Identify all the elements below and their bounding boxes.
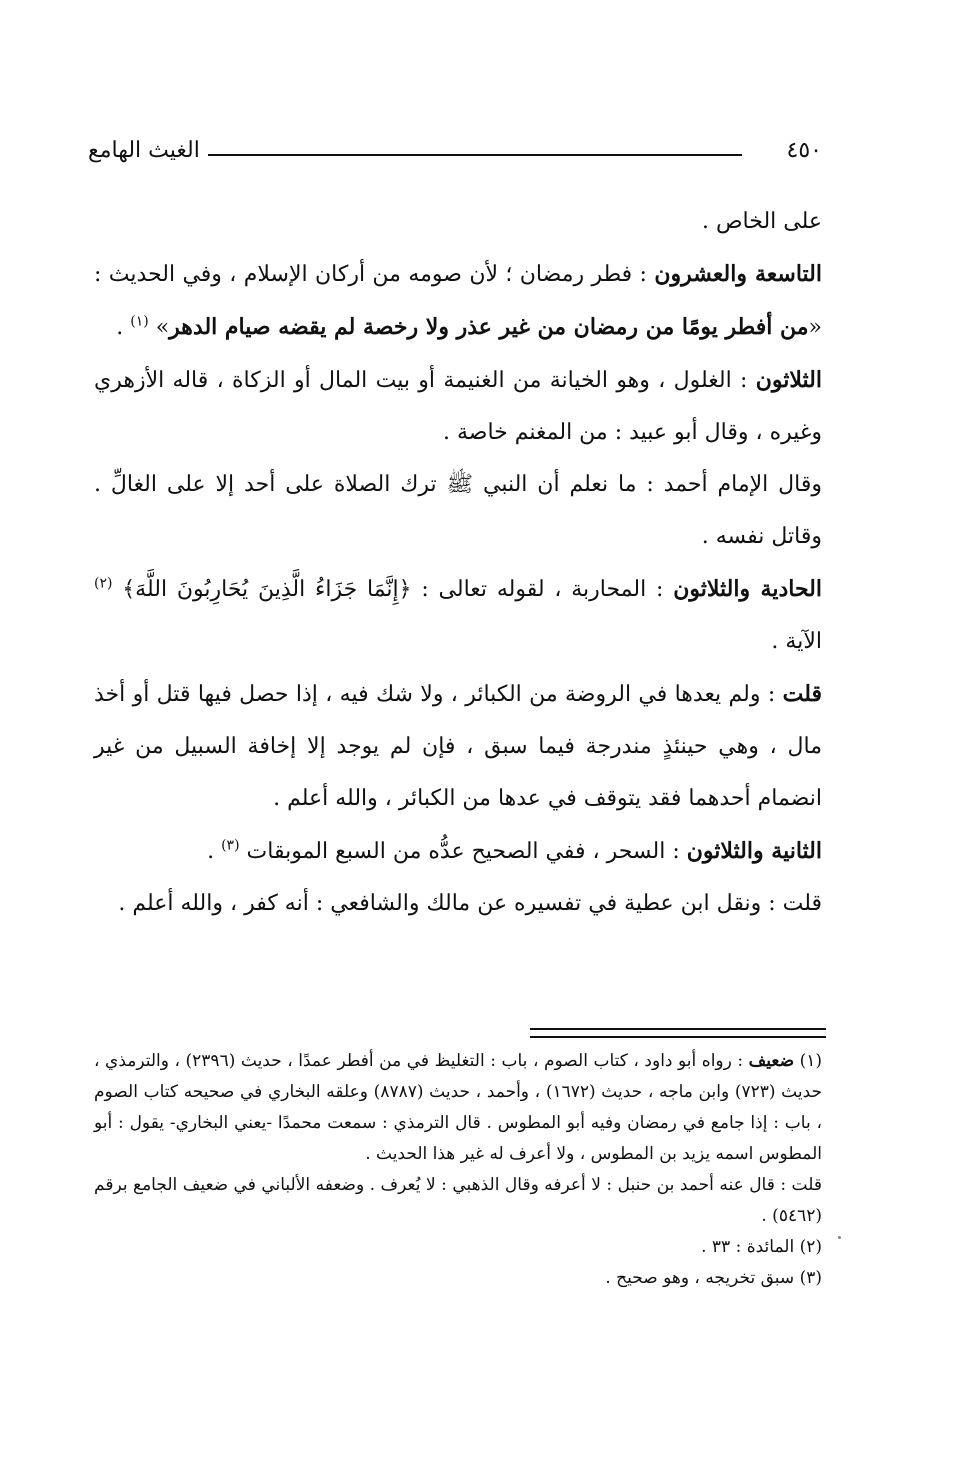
footnote-ref-1[interactable]: (١) xyxy=(130,313,149,330)
paragraph-32 xyxy=(94,825,822,878)
paragraph-text: قلت : ونقل ابن عطية في تفسيره عن مالك والشافعي : أنه كفر ، والله أعلم . xyxy=(118,891,822,916)
paragraph-end: . xyxy=(207,839,222,864)
footnote-1 xyxy=(94,1046,822,1170)
footnote-text: قلت : قال عنه أحمد بن حنبل : لا أعرفه وقال الذهبي : لا يُعرف . وضعفه الألباني في ضعيف الجامع برقم (٥٤٦٢) . xyxy=(94,1175,822,1226)
paragraph-text: : المحاربة ، لقوله تعالى : ﴿إِنَّمَا جَزَاءُ الَّذِينَ يُحَارِبُونَ اللَّهَ﴾ xyxy=(112,577,674,602)
footnotes xyxy=(94,1046,822,1294)
header-rule xyxy=(208,154,742,156)
paragraph-ibn-atiyya xyxy=(94,878,822,930)
footnote-text: (٣) سبق تخريجه ، وهو صحيح . xyxy=(605,1268,822,1288)
footnote-3 xyxy=(94,1263,822,1294)
paragraph-heading: الثلاثون xyxy=(755,367,822,393)
hadith-quote: من أفطر يومًا من رمضان من غير عذر ولا رخصة لم يقضه صيام الدهر xyxy=(169,314,809,340)
footnote-grade: ضعيف xyxy=(748,1051,795,1071)
paragraph-continuation xyxy=(94,196,822,248)
paragraph-29 xyxy=(94,248,822,354)
margin-mark xyxy=(838,1236,841,1239)
footnote-separator xyxy=(530,1028,826,1038)
paragraph-end: الآية . xyxy=(771,629,822,654)
paragraph-heading: الثانية والثلاثون xyxy=(686,838,822,864)
footnote-text: : رواه أبو داود ، كتاب الصوم ، باب : التغليظ في من أفطر عمدًا ، حديث (٢٣٩٦) ، والترمذي ، حديث (٧٢٣) وابن ماجه ، حديث (١٦٧٢) ، وأحمد ، حديث (٨٧٨٧) وعلقه البخاري في صحيحه كتاب الصوم ، باب : إذا جامع في رمضان وفيه أبو المطوس . قال الترمذي : سمعت محمدًا -يعني البخاري- يقول : أبو المطوس اسمه يزيد بن المطوس ، ولا أعرف له غير هذا الحديث . xyxy=(94,1051,823,1164)
page-number: ٤٥٠ xyxy=(786,138,822,163)
paragraph-30 xyxy=(94,354,822,459)
paragraph-text: : السحر ، ففي الصحيح عدُّه من السبع الموبقات xyxy=(239,839,687,864)
paragraph-text: وقال الإمام أحمد : ما نعلم أن النبي ﷺ ترك الصلاة على أحد إلا على الغالِّ . وقاتل نفسه . xyxy=(94,472,822,549)
paragraph-text: : الغلول ، وهو الخيانة من الغنيمة أو بيت المال أو الزكاة ، قاله الأزهري وغيره ، وقال أبو عبيد : من المغنم خاصة . xyxy=(94,368,822,445)
paragraph-qult xyxy=(94,668,822,825)
paragraph-text: : ولم يعدها في الروضة من الكبائر ، ولا شك فيه ، إذا حصل فيها قتل أو أخذ مال ، وهي حينئذٍ مندرجة فيما سبق ، فإن لم يوجد إلا إخافة السبيل من غير انضمام أحدهما فقد يتوقف في عدها من الكبائر ، والله أعلم . xyxy=(94,682,822,811)
paragraph-ahmad xyxy=(94,459,822,563)
running-header xyxy=(88,138,822,178)
footnote-ref-3[interactable]: (٣) xyxy=(221,837,240,854)
paragraph-text: على الخاص . xyxy=(701,209,822,234)
paragraph-end: . xyxy=(116,315,131,340)
paragraph-31 xyxy=(94,563,822,668)
footnote-text: (٢) المائدة : ٣٣ . xyxy=(701,1237,822,1257)
paragraph-text: : فطر رمضان ؛ لأن صومه من أركان الإسلام ، وفي الحديث : « xyxy=(94,262,822,340)
paragraph-heading: الحادية والثلاثون xyxy=(673,576,822,602)
footnote-ref-2[interactable]: (٢) xyxy=(94,575,113,592)
quote-close: » xyxy=(148,315,170,340)
main-text xyxy=(94,196,822,930)
footnote-1-comment xyxy=(94,1170,822,1232)
footnote-2 xyxy=(94,1232,822,1263)
book-title: الغيث الهامع xyxy=(88,138,200,163)
paragraph-heading: التاسعة والعشرون xyxy=(654,261,822,287)
paragraph-heading: قلت xyxy=(782,681,822,707)
footnote-number: (١) xyxy=(799,1051,822,1071)
